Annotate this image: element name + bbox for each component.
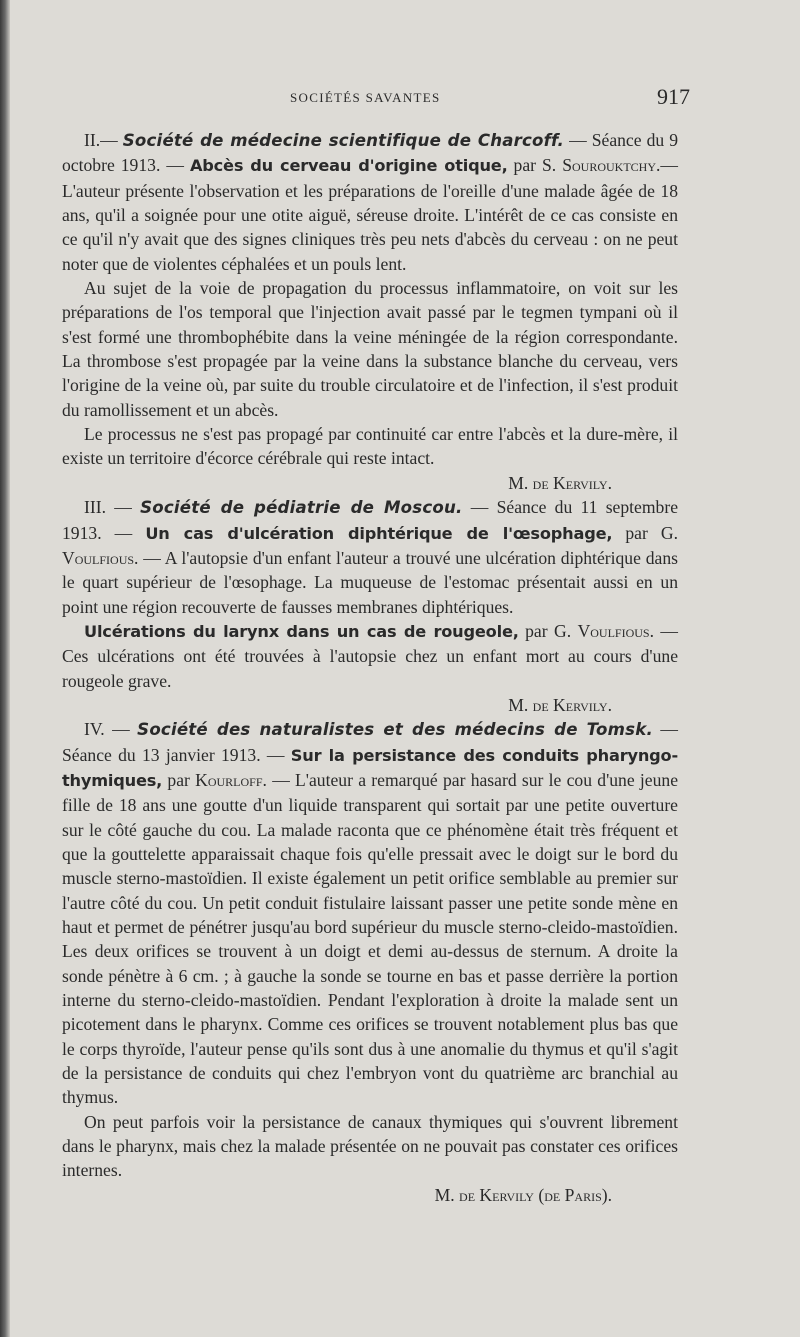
section-2-date: — Séance du 9 octobre 1913. —: [62, 130, 679, 176]
section-2-society: Société de médecine scientifique de Charcoff.: [122, 131, 565, 150]
section-4-date: — Séance du 13 janvier 1913. —: [62, 719, 678, 765]
section-3-paragraph-2: [62, 619, 678, 693]
section-2-p3-text: Le processus ne s'est pas propagé par continuité car entre l'abcès et la dure-mère, il existe un territoire d'écorce cérébrale qui reste intact.: [62, 424, 678, 469]
section-3-by: par G.: [625, 522, 679, 543]
section-4-author: Kourloff: [195, 769, 263, 790]
section-4-paragraph-1: [62, 717, 678, 1110]
section-3-paragraph-1: [62, 495, 678, 619]
section-2-paragraph-3: [62, 422, 678, 471]
section-2-numeral: II.: [84, 130, 101, 150]
section-2-title: Abcès du cerveau d'origine otique,: [189, 156, 508, 176]
running-head: SOCIÉTÉS SAVANTES: [290, 90, 441, 105]
section-4-by: par: [167, 769, 190, 790]
section-3-title-2: Ulcérations du larynx dans un cas de rougeole,: [84, 621, 519, 641]
section-3-title: Un cas d'ulcération diphtérique de l'œsophage,: [145, 523, 613, 543]
page-header: [40, 84, 690, 116]
section-3-text: . — A l'autopsie d'un enfant l'auteur a trouvé une ulcération diphtérique dans le quart supérieur de l'œsophage. La muqueuse de l'estomac présentait aussi en un point une région recouverte de fausses membranes diphtériques.: [62, 547, 678, 617]
section-4-title: Sur la persistance des conduits pharyngo-thymiques,: [62, 745, 678, 790]
section-3-author: Voulfious: [62, 547, 135, 568]
section-2-text: .— L'auteur présente l'observation et les préparations de l'oreille d'une malade âgée de 18 ans, qu'il a soignée pour une otite aiguë, séreuse droite. L'intérêt de ce cas consiste en ce qu'il n'y avait que des signes cliniques très peu nets d'abcès du cerveau : on ne peut noter que de violentes céphalées et un pouls lent.: [62, 155, 678, 274]
section-2-signature: [62, 471, 678, 495]
section-4-signature-text: M. de Kervily (de Paris).: [434, 1184, 612, 1205]
page-number: 917: [657, 84, 690, 109]
section-2-by: par S.: [513, 155, 557, 176]
section-3-signature: [62, 693, 678, 717]
section-4-society: Société des naturalistes et des médecins de Tomsk.: [137, 720, 653, 740]
section-3-numeral: III. —: [84, 497, 132, 518]
section-3-signature-text: M. de Kervily.: [508, 694, 612, 715]
section-2-paragraph-2: Au sujet de la voie de propagation du processus inflammatoire, on voit sur les préparations de l'os temporal que l'injection avait passé par le tegmen tympani où il s'est formé une thrombophébite dans la veine méningée de la région correspondante. La thrombose s'est propagée par la veine dans la substance blanche du cerveau, vers l'origine de la veine où, par suite du trouble circulatoire et de l'infection, il s'est produit du ramollissement et un abcès.: [62, 278, 678, 420]
book-gutter: [0, 0, 10, 1337]
section-2-paragraph-1: II.— Société de médecine scientifique de Charcoff. — Séance du 9 octobre 1913. — Abcès du cerveau d'origine otique, par S. Sourouktchy.— L'auteur présente l'observation et les préparations de l'oreille d'une malade âgée de 18 ans, qu'il a soignée pour une otite aiguë, séreuse droite. L'intérêt de ce cas consiste en ce qu'il n'y avait que des signes cliniques très peu nets d'abcès du cerveau : on ne peut noter que de violentes céphalées et un pouls lent.: [62, 130, 679, 274]
section-3-by-2: par G.: [525, 620, 572, 641]
section-2-signature-text: M. de Kervily.: [508, 472, 612, 493]
section-2-author: Sourouktchy: [562, 155, 656, 176]
section-4-paragraph-2: On peut parfois voir la persistance de canaux thymiques qui s'ouvrent librement dans le pharynx, mais chez la malade présentée on ne pouvait pas constater ces orifices internes.: [62, 1111, 678, 1181]
section-4-numeral: IV. —: [84, 719, 130, 740]
section-3-text-2: . — Ces ulcérations ont été trouvées à l'autopsie chez un enfant mort au cours d'une rougeole grave.: [62, 620, 679, 691]
section-3-author-2: Voulfious: [577, 620, 650, 641]
section-4-text: . — L'auteur a remarqué par hasard sur le cou d'une jeune fille de 18 ans une goutte d'un liquide transparent qui sortait par une petite ouverture sur le côté gauche du cou. La malade raconta que ce phénomène était très fréquent et que la gouttelette apparaissait chaque fois qu'elle pressait avec le doigt sur le bord du muscle sterno-mastoïdien. Il existe également un petit orifice semblable au premier sur l'autre côté du cou. Un petit conduit fistulaire laissant passer une petite sonde mène en haut et permet de pénétrer jusqu'au bord supérieur du muscle sterno-cleido-mastoïdien. Les deux orifices se trouvent à un doigt et demi au-dessus de sternum. A droite la sonde pénètre à 6 cm. ; à gauche la sonde se tourne en bas et passe derrière la portion interne du sterno-cleido-mastoïdien. Pendant l'exploration à droite la malade sent un picotement dans le pharynx. Comme ces orifices se trouvent notablement plus bas que le corps thyroïde, l'auteur pense qu'ils sont dus à une anomalie du thymus et qu'il s'agit de la persistance de conduits qui chez l'embryon vont du quatrième arc branchial au thymus.: [62, 769, 679, 1108]
section-3-date: — Séance du 11 septembre 1913. —: [62, 497, 679, 543]
section-4-signature: [62, 1183, 678, 1207]
article-body: [62, 128, 678, 1207]
section-3-society: Société de pédiatrie de Moscou.: [140, 498, 463, 518]
